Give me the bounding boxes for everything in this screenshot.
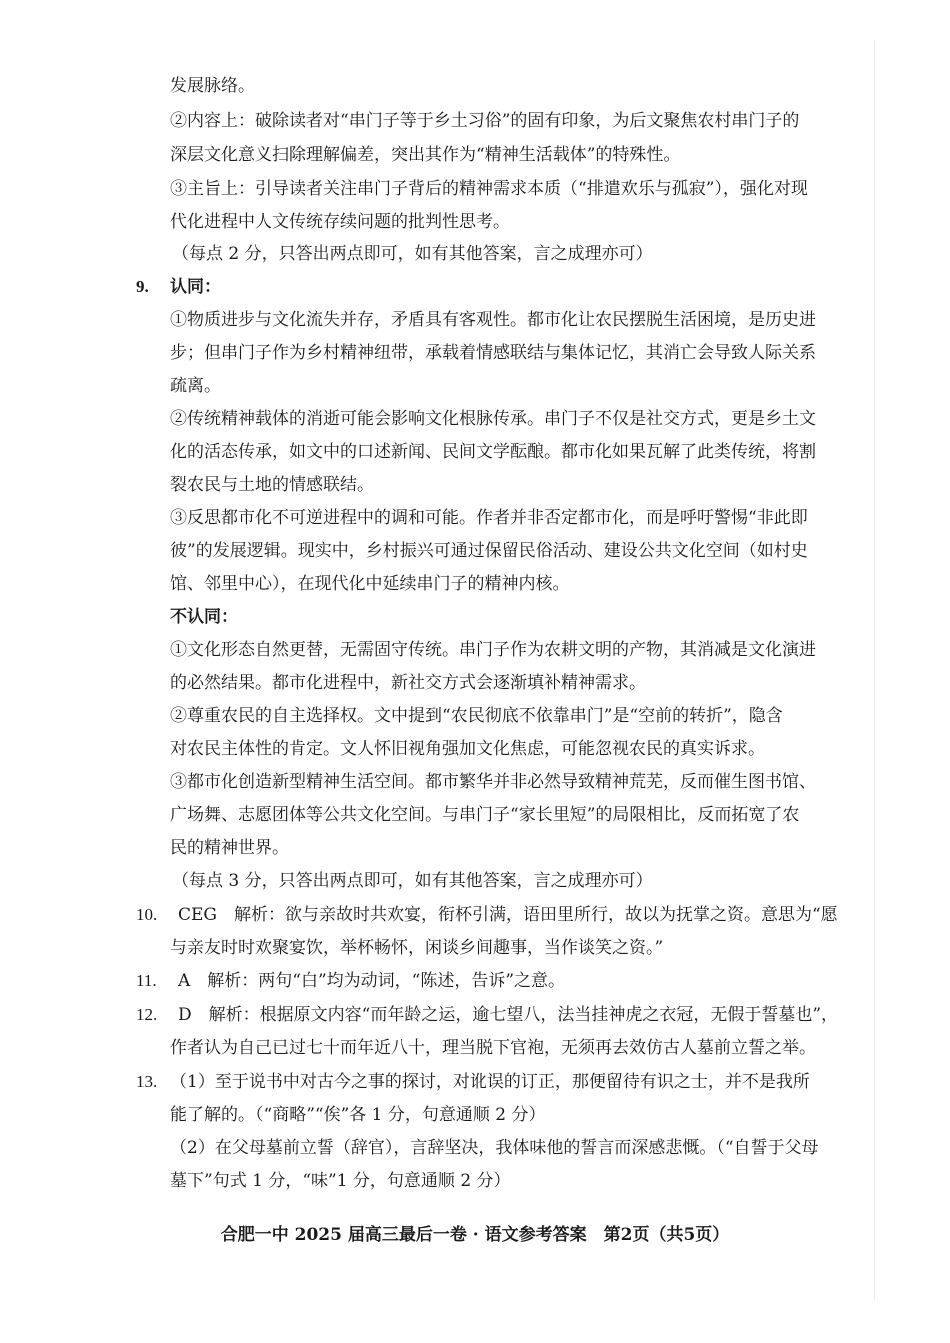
text-line: 民的精神世界。 bbox=[170, 838, 289, 858]
text-line: 疏离。 bbox=[170, 376, 221, 396]
page-edge bbox=[874, 40, 875, 1300]
text-line: ①物质进步与文化流失并存，矛盾具有客观性。都市化让农民摆脱生活困境，是历史进 bbox=[170, 310, 816, 330]
text-line: ③反思都市化不可逆进程中的调和可能。作者并非否定都市化，而是呼吁警惕“非此即 bbox=[170, 508, 808, 528]
text-line: 作者认为自己已过七十而年近八十，理当脱下官袍，无须再去效仿古人墓前立誓之举。 bbox=[170, 1038, 816, 1058]
page-footer: 合肥一中 2025 届高三最后一卷 · 语文参考答案 第2页（共5页） bbox=[220, 1225, 730, 1245]
question-number: 10. bbox=[136, 905, 158, 924]
question-number: 12. bbox=[136, 1005, 158, 1024]
text-line: 馆、邻里中心），在现代化中延续串门子的精神内核。 bbox=[170, 574, 570, 594]
text-line: ②内容上：破除读者对“串门子等于乡土习俗”的固有印象，为后文聚焦农村串门子的 bbox=[170, 111, 800, 131]
text-line: D 解析：根据原文内容“而年龄之运，逾七望八，法当挂神虎之衣冠，无假于誓墓也”， bbox=[178, 1005, 839, 1025]
question-number: 11. bbox=[136, 971, 157, 990]
section-heading-agree: 认同： bbox=[170, 277, 221, 297]
scoring-note: （每点 2 分，只答出两点即可，如有其他答案，言之成理亦可） bbox=[172, 244, 653, 264]
text-line: A 解析：两句“白”均为动词，“陈述，告诉”之意。 bbox=[178, 971, 566, 991]
text-line: 步；但串门子作为乡村精神纽带，承载着情感联结与集体记忆，其消亡会导致人际关系 bbox=[170, 343, 816, 363]
text-line: 对农民主体性的肯定。文人怀旧视角强加文化焦虑，可能忽视农民的真实诉求。 bbox=[170, 739, 765, 759]
question-number: 9. bbox=[136, 277, 149, 296]
text-line: ②传统精神载体的消逝可能会影响文化根脉传承。串门子不仅是社交方式，更是乡土文 bbox=[170, 409, 816, 429]
text-line: 代化进程中人文传统存续问题的批判性思考。 bbox=[170, 212, 510, 232]
text-line: 与亲友时时欢聚宴饮，举杯畅怀，闲谈乡间趣事，当作谈笑之资。” bbox=[170, 938, 664, 958]
text-line: （1）至于说书中对古今之事的探讨，对讹误的订正，那便留待有识之士，并不是我所 bbox=[170, 1072, 810, 1092]
scoring-note: （每点 3 分，只答出两点即可，如有其他答案，言之成理亦可） bbox=[172, 871, 653, 891]
text-line: ②尊重农民的自主选择权。文中提到“农民彻底不依靠串门”是“空前的转折”，隐含 bbox=[170, 706, 783, 726]
text-line: ③主旨上：引导读者关注串门子背后的精神需求本质（“排遣欢乐与孤寂”），强化对现 bbox=[170, 179, 808, 199]
text-line: 发展脉络。 bbox=[170, 76, 255, 96]
text-line: 广场舞、志愿团体等公共文化空间。与串门子“家长里短”的局限相比，反而拓宽了农 bbox=[170, 805, 800, 825]
text-line: ①文化形态自然更替，无需固守传统。串门子作为农耕文明的产物，其消减是文化演进 bbox=[170, 640, 816, 660]
text-line: ③都市化创造新型精神生活空间。都市繁华并非必然导致精神荒芜，反而催生图书馆、 bbox=[170, 772, 816, 792]
text-line: 深层文化意义扫除理解偏差，突出其作为“精神生活载体”的特殊性。 bbox=[170, 145, 681, 165]
text-line: 裂农民与土地的情感联结。 bbox=[170, 475, 374, 495]
section-heading-disagree: 不认同： bbox=[170, 607, 238, 627]
text-line: 化的活态传承，如文中的口述新闻、民间文学酝酿。都市化如果瓦解了此类传统，将割 bbox=[170, 442, 816, 462]
text-line: 的必然结果。都市化进程中，新社交方式会逐渐填补精神需求。 bbox=[170, 673, 646, 693]
text-line: （2）在父母墓前立誓（辞官），言辞坚决，我体味他的誓言而深感悲慨。（“自誓于父母 bbox=[170, 1138, 819, 1158]
text-line: 墓下”句式 1 分，“味”1 分，句意通顺 2 分） bbox=[170, 1171, 511, 1191]
text-line: 彼”的发展逻辑。现实中，乡村振兴可通过保留民俗活动、建设公共文化空间（如村史 bbox=[170, 541, 808, 561]
question-number: 13. bbox=[136, 1072, 158, 1091]
text-line: CEG 解析：欲与亲故时共欢宴，衔杯引满，语田里所行，故以为抚掌之资。意思为“愿 bbox=[178, 905, 838, 925]
text-line: 能了解的。（“商略”“俟”各 1 分，句意通顺 2 分） bbox=[170, 1105, 546, 1125]
